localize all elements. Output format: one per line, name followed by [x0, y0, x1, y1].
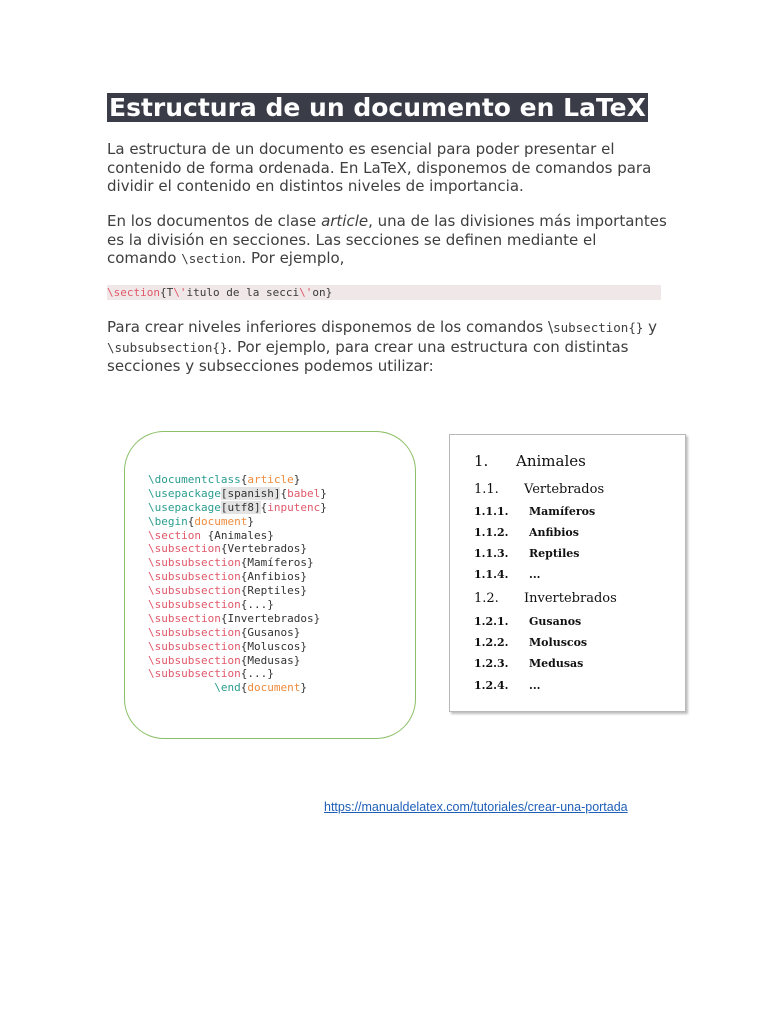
subsection-text-c: . Por ejemplo, para crear una estructura con distintas secciones y subsecciones podemos utilizar:	[107, 337, 629, 375]
rendered-heading	[474, 568, 541, 581]
rendered-heading	[474, 452, 586, 470]
code-command: \subsubsection	[148, 639, 241, 653]
code-argument: [utf8]	[220, 500, 261, 514]
code-command: \end	[214, 681, 241, 695]
code-command: \subsubsection	[148, 667, 241, 681]
heading-text: ...	[529, 679, 541, 692]
code-argument: {Invertebrados}	[220, 611, 321, 625]
heading-text: Invertebrados	[524, 591, 617, 606]
rendered-heading	[474, 505, 595, 518]
code-argument: {...}	[240, 598, 274, 612]
code-command: \documentclass	[148, 473, 241, 486]
code-command: \subsubsection	[148, 625, 241, 639]
code-argument: {Mamíferos}	[240, 556, 314, 570]
code-line	[148, 487, 327, 501]
code-argument: document	[247, 681, 301, 695]
code-line	[148, 501, 327, 515]
page-title: Estructura de un documento en LaTeX	[109, 93, 646, 122]
subsubsection-command-inline: \subsubsection{}	[107, 339, 228, 355]
article-text-c: . Por ejemplo,	[241, 249, 345, 267]
heading-number: 1.1.	[474, 482, 499, 497]
code-argument: inputenc	[267, 500, 321, 514]
code-escape: \'	[299, 286, 313, 299]
code-argument: {	[280, 486, 288, 500]
subsection-text-b: y	[643, 318, 658, 336]
code-argument: {Animales}	[200, 528, 274, 542]
section-command-inline: \section	[181, 251, 242, 266]
code-argument: {Gusanos}	[240, 625, 301, 639]
code-command: \begin	[148, 514, 188, 528]
code-line	[148, 667, 327, 681]
rendered-heading	[474, 615, 581, 628]
code-command: \usepackage	[148, 486, 221, 500]
article-text-b: , una de las divisiones más importantes es la división en secciones. Las secciones se definen mediante el comando	[107, 212, 667, 267]
intro-text: La estructura de un documento es esencial para poder presentar el contenido de forma ordenada. En LaTeX, disponemos de comandos para dividir el contenido en distintos niveles de importancia.	[107, 140, 652, 195]
code-argument: document	[194, 514, 248, 528]
subsection-command-inline: subsection{}	[553, 320, 644, 335]
code-argument: {	[187, 514, 195, 528]
subsection-text-a: Para crear niveles inferiores disponemos de los comandos \	[107, 318, 554, 336]
heading-number: 1.1.2.	[474, 526, 509, 539]
code-argument: {Medusas}	[240, 653, 301, 667]
rendered-heading	[474, 547, 579, 560]
code-escape: \'	[173, 286, 187, 299]
code-text: on}	[312, 286, 333, 299]
article-paragraph	[107, 212, 667, 269]
code-line	[148, 515, 327, 529]
heading-number: 1.1.1.	[474, 505, 509, 518]
heading-text: Reptiles	[529, 547, 580, 560]
code-argument: {	[240, 681, 248, 695]
rendered-heading	[474, 657, 583, 670]
article-emphasis: article	[321, 212, 369, 230]
heading-number: 1.1.3.	[474, 547, 509, 560]
heading-number: 1.2.2.	[474, 636, 509, 649]
code-text: itulo de la secci	[186, 286, 300, 299]
heading-text: Animales	[516, 452, 586, 470]
code-argument: {	[240, 473, 248, 486]
code-line	[148, 570, 327, 584]
code-argument: [spanish]	[220, 486, 281, 500]
code-line	[148, 473, 327, 487]
heading-text: Vertebrados	[524, 482, 605, 497]
heading-text: Gusanos	[529, 615, 582, 628]
code-command: \subsection	[148, 542, 221, 556]
heading-number: 1.2.3.	[474, 657, 509, 670]
code-line	[148, 542, 327, 556]
latex-code-listing	[148, 473, 327, 695]
heading-text: Anfibios	[529, 526, 579, 539]
heading-number: 1.2.4.	[474, 679, 509, 692]
rendered-heading	[474, 636, 587, 649]
heading-text: Mamíferos	[529, 505, 596, 518]
code-text: {T	[159, 286, 174, 299]
rendered-output-box	[449, 434, 686, 712]
code-argument: {Vertebrados}	[220, 542, 307, 556]
code-line	[148, 584, 327, 598]
rendered-heading	[474, 679, 541, 692]
code-command: \subsection	[148, 611, 221, 625]
heading-number: 1.1.4.	[474, 568, 509, 581]
rendered-heading	[474, 526, 579, 539]
code-argument: article	[247, 473, 294, 486]
code-line	[148, 529, 327, 543]
code-command: \subsubsection	[148, 570, 241, 584]
code-command: \usepackage	[148, 500, 221, 514]
code-line	[148, 612, 327, 626]
code-argument: {Reptiles}	[240, 584, 307, 598]
code-argument: {	[260, 500, 268, 514]
heading-number: 1.2.1.	[474, 615, 509, 628]
source-link[interactable]: https://manualdelatex.com/tutoriales/crear-una-portada	[324, 800, 628, 814]
code-line	[148, 640, 327, 654]
code-argument: {...}	[240, 667, 274, 681]
code-command: \subsubsection	[148, 556, 241, 570]
code-argument: {Moluscos}	[240, 639, 307, 653]
heading-number: 1.2.	[474, 591, 499, 606]
rendered-heading	[474, 482, 604, 497]
code-line	[148, 681, 327, 695]
heading-number: 1.	[474, 452, 489, 470]
heading-text: Moluscos	[529, 636, 588, 649]
code-command: \subsubsection	[148, 598, 241, 612]
code-line	[148, 598, 327, 612]
code-argument: }	[320, 486, 327, 500]
code-line	[148, 556, 327, 570]
article-text-a: En los documentos de clase	[107, 212, 322, 230]
code-argument: babel	[287, 486, 321, 500]
code-command: \section	[107, 286, 160, 299]
code-argument: }	[320, 500, 327, 514]
code-argument: }	[300, 681, 307, 695]
code-argument: }	[293, 473, 301, 486]
heading-text: ...	[529, 568, 541, 581]
code-argument: }	[247, 514, 254, 528]
subsection-paragraph	[107, 318, 667, 376]
code-command: \subsubsection	[148, 653, 241, 667]
intro-paragraph	[107, 140, 667, 196]
code-command: \subsubsection	[148, 584, 241, 598]
code-line	[148, 654, 327, 668]
code-argument: {Anfibios}	[240, 570, 307, 584]
code-command: \section	[148, 528, 201, 542]
heading-text: Medusas	[529, 657, 584, 670]
rendered-heading	[474, 591, 617, 606]
code-line	[148, 626, 327, 640]
section-code-example	[107, 285, 661, 300]
